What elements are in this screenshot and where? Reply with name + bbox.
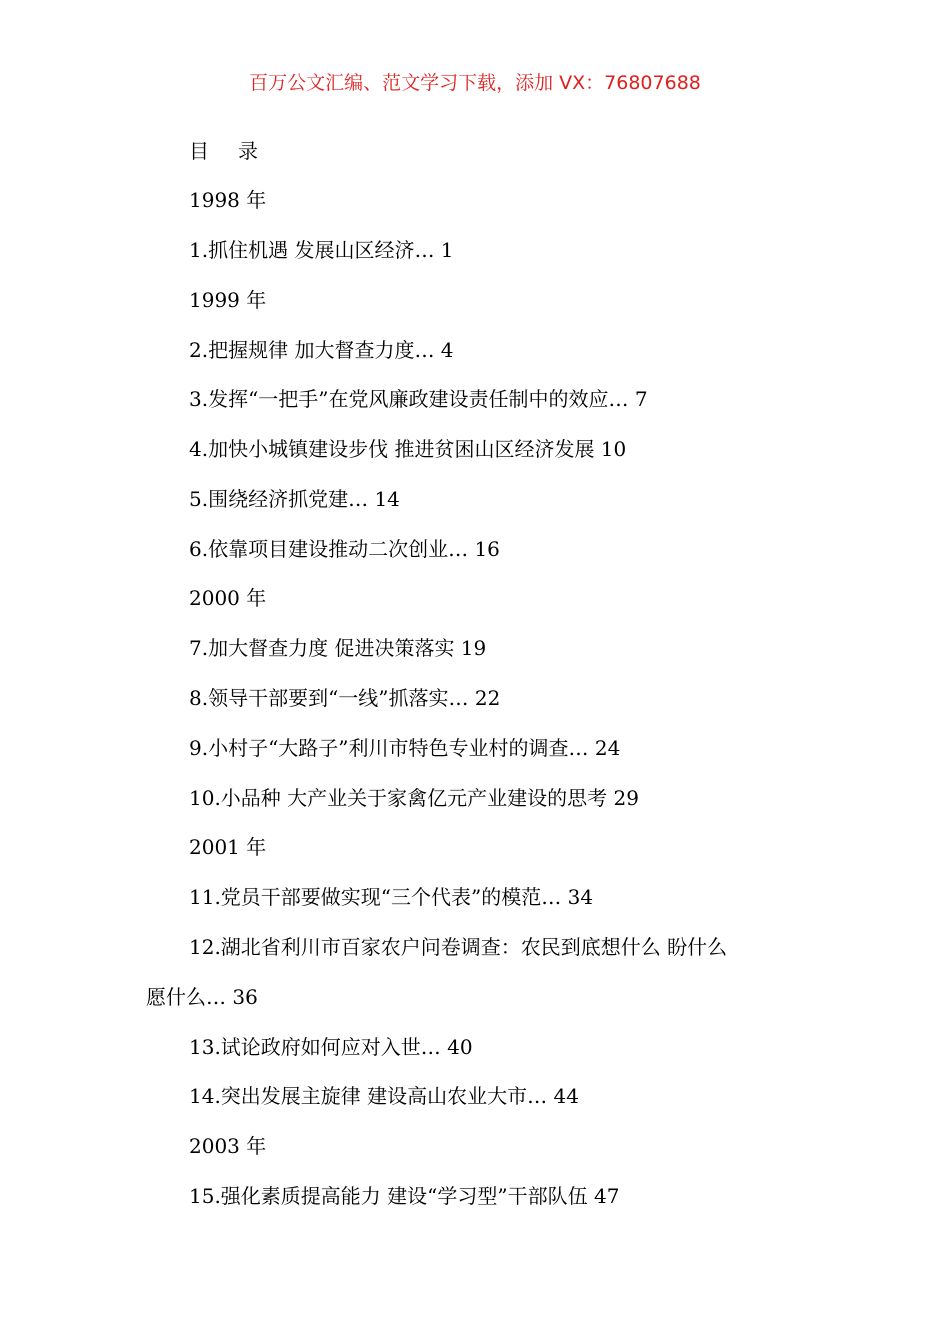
toc-entry: 8.领导干部要到“一线”抓落实… 22 bbox=[189, 686, 501, 710]
toc-title-char-2: 录 bbox=[238, 139, 259, 163]
toc-entry-continuation: 愿什么… 36 bbox=[146, 985, 258, 1009]
toc-title-char-1: 目 bbox=[189, 139, 210, 163]
toc-entry: 1.抓住机遇 发展山区经济… 1 bbox=[189, 238, 454, 262]
toc-year-heading: 1998 年 bbox=[189, 188, 267, 212]
toc-entry: 12.湖北省利川市百家农户问卷调查：农民到底想什么 盼什么 bbox=[189, 935, 728, 959]
toc-title bbox=[189, 137, 259, 165]
toc-entry: 4.加快小城镇建设步伐 推进贫困山区经济发展 10 bbox=[189, 437, 627, 461]
toc-entry: 15.强化素质提高能力 建设“学习型”干部队伍 47 bbox=[189, 1184, 620, 1208]
toc-entry: 10.小品种 大产业关于家禽亿元产业建设的思考 29 bbox=[189, 786, 639, 810]
toc-entry: 5.围绕经济抓党建… 14 bbox=[189, 487, 400, 511]
toc-entry: 11.党员干部要做实现“三个代表”的模范… 34 bbox=[189, 885, 594, 909]
toc-entry: 3.发挥“一把手”在党风廉政建设责任制中的效应… 7 bbox=[189, 387, 648, 411]
toc-year-heading: 1999 年 bbox=[189, 288, 267, 312]
toc-entry: 7.加大督查力度 促进决策落实 19 bbox=[189, 636, 487, 660]
toc-entry: 2.把握规律 加大督查力度… 4 bbox=[189, 338, 454, 362]
toc-entry: 6.依靠项目建设推动二次创业… 16 bbox=[189, 537, 500, 561]
toc-year-heading: 2003 年 bbox=[189, 1134, 267, 1158]
toc-year-heading: 2001 年 bbox=[189, 835, 267, 859]
toc-entry: 13.试论政府如何应对入世… 40 bbox=[189, 1035, 473, 1059]
toc-year-heading: 2000 年 bbox=[189, 586, 267, 610]
toc-entry: 9.小村子“大路子”利川市特色专业村的调查… 24 bbox=[189, 736, 621, 760]
toc-entry: 14.突出发展主旋律 建设高山农业大市… 44 bbox=[189, 1084, 579, 1108]
header-banner: 百万公文汇编、范文学习下载，添加 VX：76807688 bbox=[249, 72, 701, 94]
